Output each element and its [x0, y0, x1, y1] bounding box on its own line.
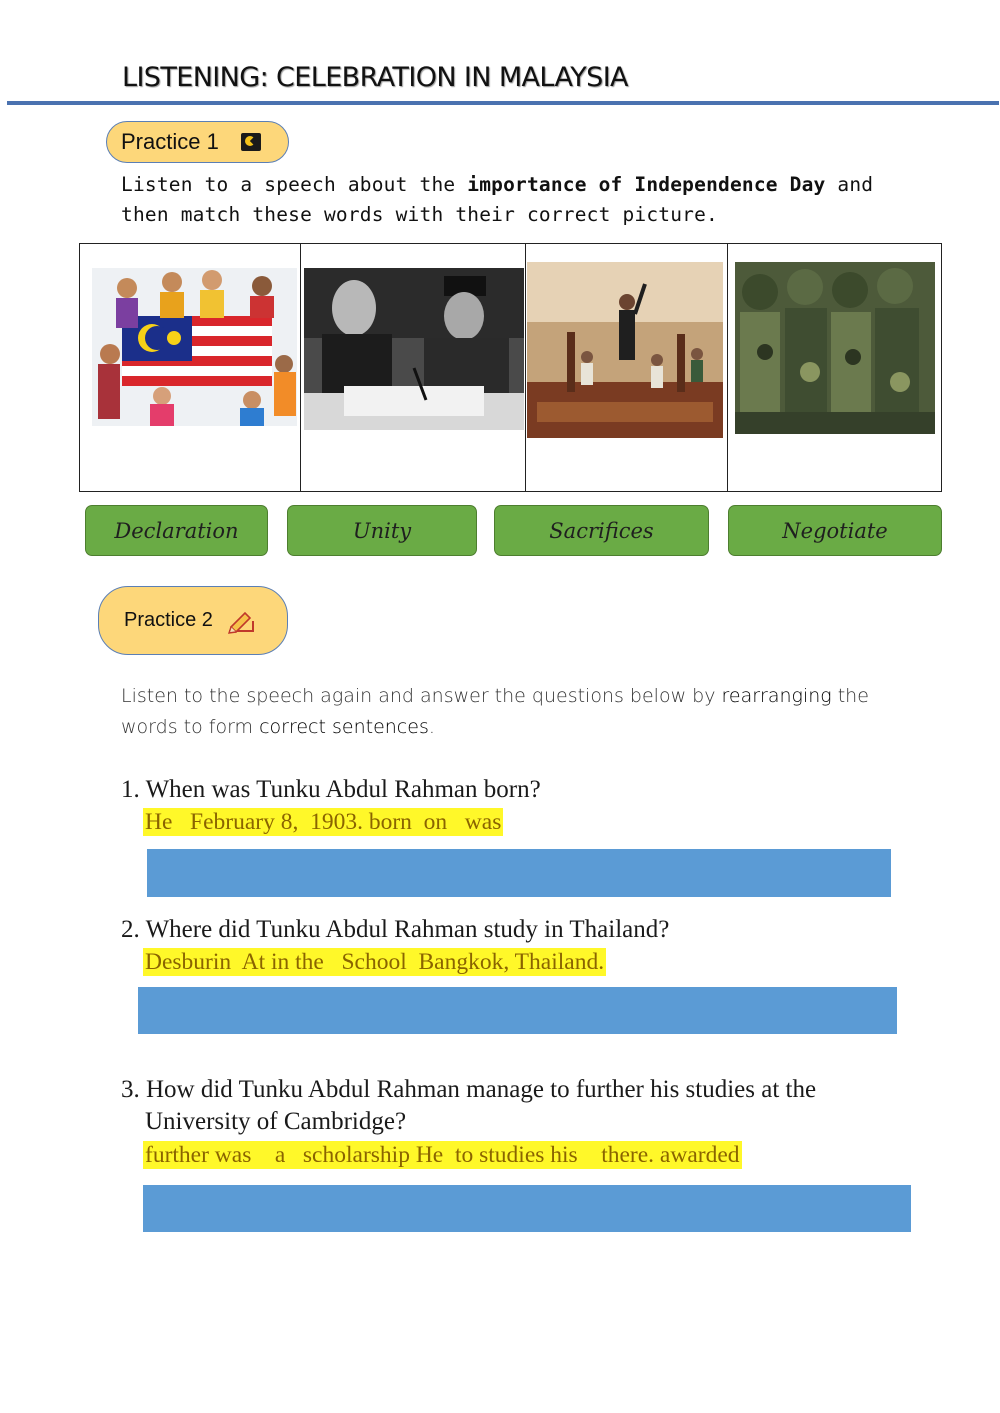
answer-input-1[interactable] [147, 849, 891, 897]
scrambled-words-2: Desburin At in the School Bangkok, Thailand. [145, 949, 605, 975]
practice-1-label: Practice 1 [121, 129, 219, 154]
instruction-text-end: and then match these words with their correct picture. [121, 173, 874, 226]
title-divider [7, 101, 999, 105]
picture-cell-1[interactable] [80, 244, 301, 491]
question-1 [121, 775, 541, 805]
scrambled-words-3: further was a scholarship He to studies his there. awarded [145, 1142, 740, 1168]
practice-1-badge [106, 121, 289, 163]
picture-cell-3[interactable] [525, 244, 728, 491]
instruction-bold-text: importance of Independence Day [467, 173, 826, 196]
instruction-text: Listen to the speech again and answer the questions below by [121, 685, 722, 707]
question-3-line-2: University of Cambridge? [145, 1108, 407, 1135]
pencil-icon [225, 607, 257, 635]
practice-1-instruction [121, 170, 921, 230]
page-title: LISTENING: CELEBRATION IN MALAYSIA [122, 62, 628, 93]
question-text: How did Tunku Abdul Rahman manage to further his studies at the [146, 1076, 817, 1103]
practice-2-instruction [121, 681, 911, 743]
question-3 [121, 1075, 816, 1105]
word-button-negotiate[interactable]: Negotiate [728, 505, 942, 556]
instruction-text: Listen to a speech about the [121, 173, 468, 196]
practice-2-badge [98, 586, 288, 655]
scrambled-words-1: He February 8, 1903. born on was [145, 809, 502, 835]
picture-cell-2[interactable] [300, 244, 526, 491]
people-with-flag-image [92, 268, 297, 426]
answer-input-2[interactable] [138, 987, 897, 1034]
word-button-sacrifices[interactable]: Sacrifices [494, 505, 709, 556]
practice-2-label: Practice 2 [124, 609, 213, 631]
instruction-text-end: . [428, 716, 435, 738]
instruction-text: the words to form [121, 685, 869, 738]
word-button-unity[interactable]: Unity [287, 505, 477, 556]
instruction-emphasis-correct-sentences: correct sentences [259, 716, 429, 738]
signing-document-image [304, 268, 524, 430]
question-text: Where did Tunku Abdul Rahman study in Thailand? [145, 916, 670, 943]
declaration-ceremony-image [527, 262, 723, 438]
answer-input-3[interactable] [143, 1185, 911, 1232]
question-2 [121, 915, 669, 945]
word-button-declaration[interactable]: Declaration [85, 505, 268, 556]
picture-table [79, 243, 942, 492]
question-number: 3. [121, 1076, 140, 1103]
picture-cell-4[interactable] [727, 244, 941, 491]
question-number: 2. [121, 916, 140, 943]
question-text: When was Tunku Abdul Rahman born? [145, 776, 541, 803]
audio-icon[interactable] [241, 133, 261, 151]
instruction-emphasis-rearranging: rearranging [721, 685, 832, 707]
marching-soldiers-image [735, 262, 935, 434]
question-number: 1. [121, 776, 140, 803]
